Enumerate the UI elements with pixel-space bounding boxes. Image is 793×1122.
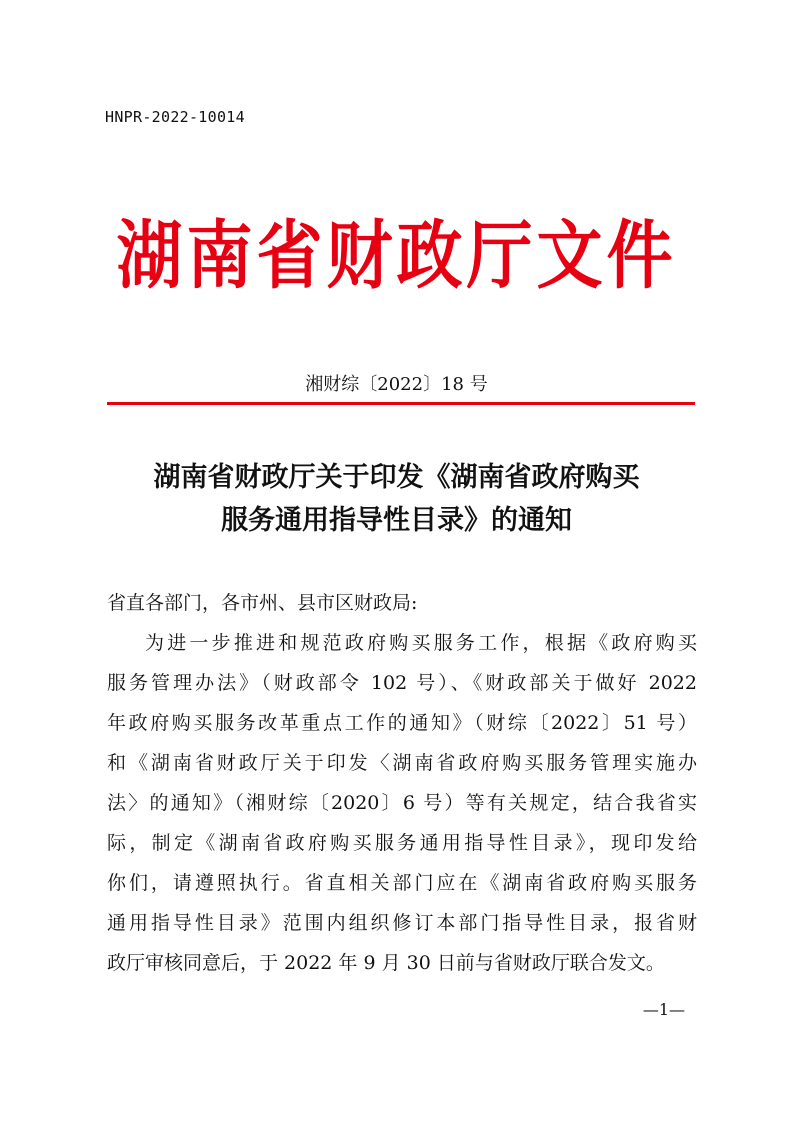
paragraph-line: 和《湖南省财政厅关于印发〈湖南省政府购买服务管理实施办 bbox=[107, 752, 697, 774]
paragraph-line: 为进一步推进和规范政府购买服务工作，根据《政府购买 bbox=[145, 632, 697, 654]
paragraph-line: 政厅审核同意后，于 2022 年 9 月 30 日前与省财政厅联合发文。 bbox=[107, 952, 665, 974]
document-number: 湘财综〔2022〕18 号 bbox=[305, 374, 488, 395]
paragraph-line: 际，制定《湖南省政府购买服务通用指导性目录》，现印发给 bbox=[107, 832, 697, 854]
paragraph-line: 服务管理办法》（财政部令 102 号）、《财政部关于做好 2022 bbox=[107, 672, 697, 694]
paragraph-line: 年政府购买服务改革重点工作的通知》（财综〔2022〕51 号） bbox=[107, 712, 697, 734]
notice-title-line-2: 服务通用指导性目录》的通知 bbox=[221, 505, 572, 536]
paragraph-line: 法〉的通知》（湘财综〔2020〕6 号）等有关规定，结合我省实 bbox=[107, 792, 697, 814]
body-text bbox=[107, 583, 697, 983]
paragraph-line: 通用指导性目录》范围内组织修订本部门指导性目录，报省财 bbox=[107, 912, 697, 934]
issuing-organization-title: 湖南省财政厅文件 bbox=[116, 211, 677, 299]
notice-title bbox=[0, 456, 793, 542]
salutation: 省直各部门，各市州、县市区财政局: bbox=[107, 592, 418, 614]
page-number: —1— bbox=[642, 1000, 685, 1019]
red-divider-line bbox=[107, 402, 695, 405]
paragraph-line: 你们，请遵照执行。省直相关部门应在《湖南省政府购买服务 bbox=[107, 872, 697, 894]
document-id: HNPR-2022-10014 bbox=[105, 108, 245, 126]
notice-title-line-1: 湖南省财政厅关于印发《湖南省政府购买 bbox=[153, 462, 640, 493]
